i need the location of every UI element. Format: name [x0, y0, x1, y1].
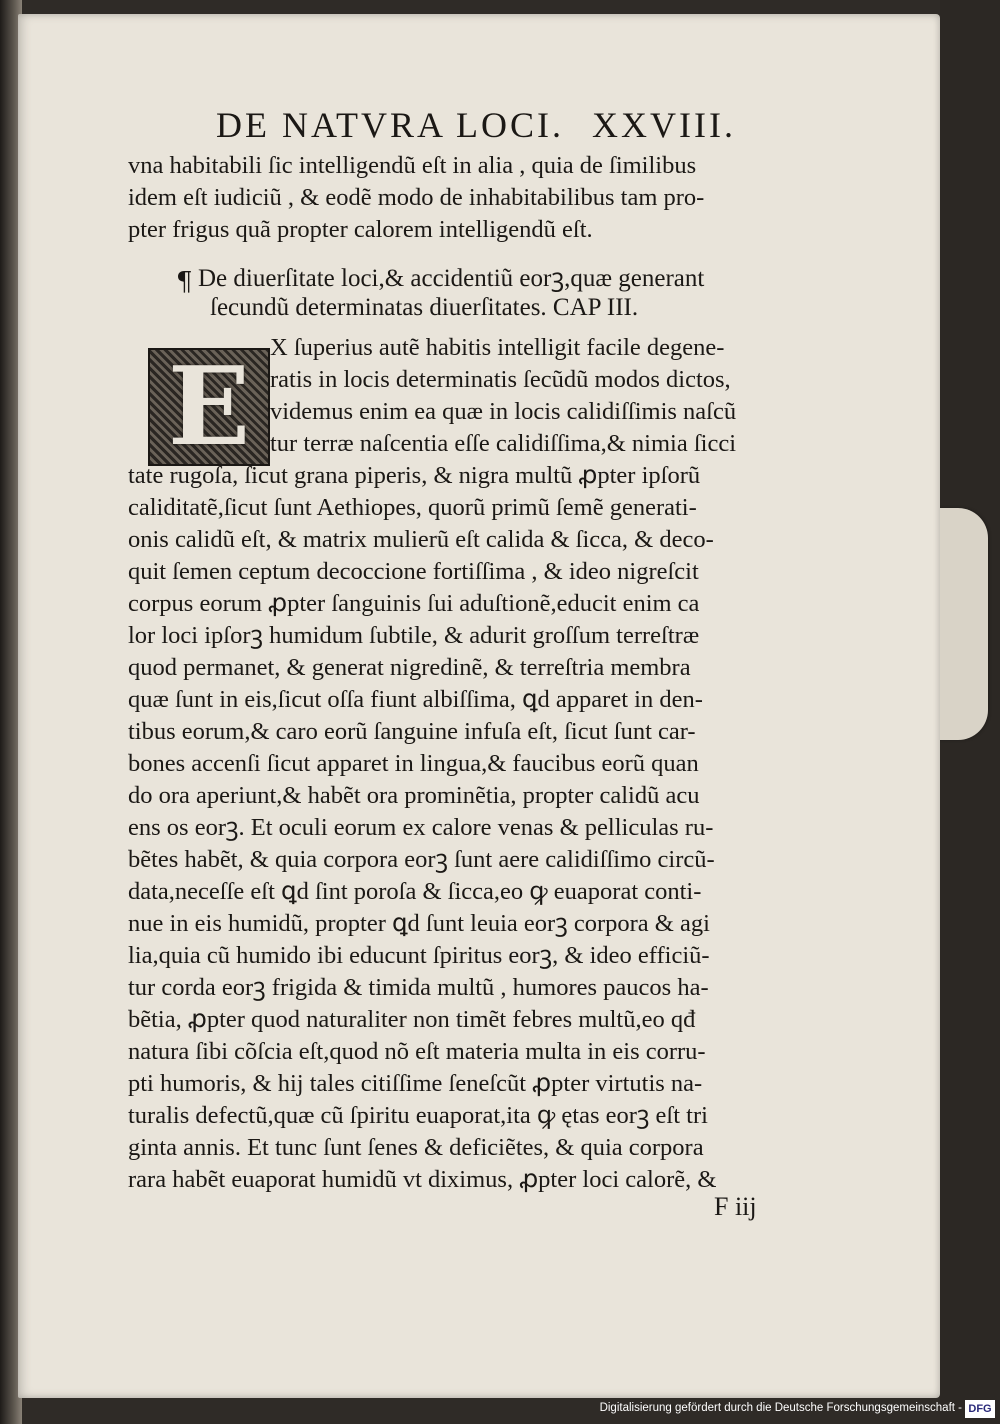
- initial-letter: E: [167, 348, 251, 466]
- text-line: quæ ſunt in eis,ſicut oſſa fiunt albiſſima, ꝗd apparet in den-: [128, 686, 703, 713]
- chapter-heading-line: De diuerſitate loci,& accidentiũ eorꝫ,quæ generant: [198, 265, 705, 292]
- text-line: vna habitabili ſic intelligendũ eſt in alia , quia de ſimilibus: [128, 152, 697, 179]
- chapter-heading-line: ſecundũ determinatas diuerſitates. CAP III.: [210, 294, 639, 321]
- text-line: data,neceſſe eſt ꝗd ſint poroſa & ſicca,eo ꝙ euaporat conti-: [128, 878, 702, 905]
- text-line: pti humoris, & hij tales citiſſime ſeneſcũt ꝓpter virtutis na-: [128, 1070, 703, 1097]
- text-line: bẽtia, ꝓpter quod naturaliter non timẽt febres multũ,eo qđ: [128, 1006, 696, 1033]
- text-line: idem eſt iudiciũ , & eodẽ modo de inhabitabilibus tam pro-: [128, 184, 705, 211]
- text-line: tibus eorum,& caro eorũ ſanguine infuſa eſt, ſicut ſunt car-: [128, 718, 696, 745]
- text-line: lor loci ipſorꝫ humidum ſubtile, & adurit groſſum terreſtræ: [128, 622, 700, 649]
- running-head-title: DE NATVRA LOCI.: [216, 105, 564, 145]
- text-line: caliditatẽ,ſicut ſunt Aethiopes, quorũ primũ ſemẽ generati-: [128, 494, 697, 521]
- text-line: turalis defectũ,quæ cũ ſpiritu euaporat,ita ꝙ ętas eorꝫ eſt tri: [128, 1102, 708, 1129]
- text-line: quit ſemen ceptum decoccione fortiſſima , & ideo nigreſcit: [128, 558, 699, 585]
- text-line: pter frigus quã propter calorem intelligendũ eſt.: [128, 216, 593, 243]
- text-line: onis calidũ eſt, & matrix mulierũ eſt calida & ſicca, & deco-: [128, 526, 714, 553]
- text-line: videmus enim ea quæ in locis calidiſſimis naſcũ: [270, 398, 737, 425]
- text-line: ens os eorꝫ. Et oculi eorum ex calore venas & pelliculas ru-: [128, 814, 714, 841]
- text-line: do ora aperiunt,& habẽt ora prominẽtia, propter calidũ acu: [128, 782, 700, 809]
- text-line: rara habẽt euaporat humidũ vt diximus, ꝓpter loci calorẽ, &: [128, 1166, 717, 1193]
- dfg-logo: DFG: [965, 1400, 995, 1418]
- running-head: [216, 104, 736, 146]
- text-line: ratis in locis determinatis ſecũdũ modos dictos,: [270, 366, 731, 393]
- folio-number: XXVIII.: [592, 105, 736, 145]
- decorated-initial: [148, 348, 270, 466]
- book-page: [18, 14, 940, 1398]
- text-line: natura ſibi cõſcia eſt,quod nõ eſt materia multa in eis corru-: [128, 1038, 706, 1065]
- text-line: tur corda eorꝫ frigida & timida multũ , humores paucos ha-: [128, 974, 709, 1001]
- digitization-credit: Digitalisierung gefördert durch die Deutsche Forschungsgemeinschaft -: [599, 1402, 962, 1414]
- text-line: X ſuperius autẽ habitis intelligit facile degene-: [270, 334, 725, 361]
- pilcrow-mark: ¶: [176, 267, 193, 297]
- text-line: tur terræ naſcentia eſſe calidiſſima,& nimia ſicci: [270, 430, 737, 457]
- text-line: lia,quia cũ humido ibi educunt ſpiritus eorꝫ, & ideo efficiũ-: [128, 942, 710, 969]
- text-line: tate rugoſa, ſicut grana piperis, & nigra multũ ꝓpter ipſorũ: [128, 462, 701, 489]
- text-line: bẽtes habẽt, & quia corpora eorꝫ ſunt aere calidiſſimo circũ-: [128, 846, 715, 873]
- text-line: corpus eorum ꝓpter ſanguinis ſui aduſtionẽ,educit enim ca: [128, 590, 700, 617]
- text-line: bones accenſi ſicut apparet in lingua,& faucibus eorũ quan: [128, 750, 699, 777]
- text-line: quod permanet, & generat nigredinẽ, & terreſtria membra: [128, 654, 691, 681]
- text-line: nue in eis humidũ, propter ꝗd ſunt leuia eorꝫ corpora & agi: [128, 910, 710, 937]
- signature-mark: F iij: [714, 1192, 757, 1221]
- text-line: ginta annis. Et tunc ſunt ſenes & deficiẽtes, & quia corpora: [128, 1134, 704, 1161]
